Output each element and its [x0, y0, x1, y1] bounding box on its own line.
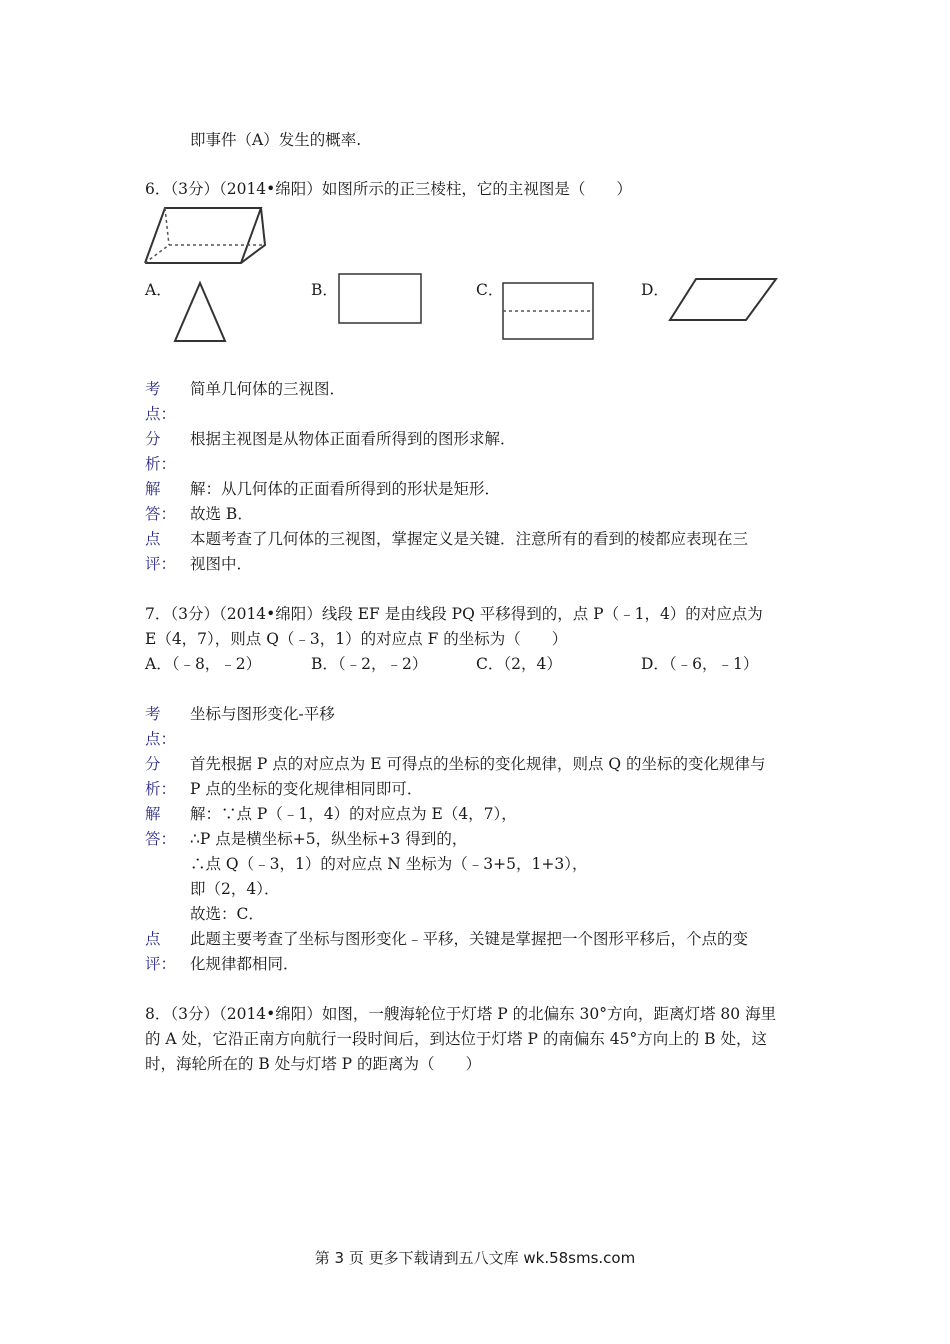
prism-figure [143, 205, 273, 267]
q7-option-d: D．（﹣6，﹣1） [641, 655, 759, 673]
intro-line: 即事件（A）发生的概率. [190, 131, 362, 149]
q7-jieda-line-4: 即（2，4）． [190, 880, 280, 898]
q6-kaodian-label-top: 考 [145, 380, 161, 398]
q6-fenxi-label-top: 分 [145, 430, 161, 448]
q7-dianping-line-2: 化规律都相同． [190, 955, 299, 973]
q7-dianping-label-bottom: 评： [145, 955, 177, 973]
q6-kaodian-label-bottom: 点： [145, 405, 177, 423]
q7-option-b: B．（﹣2，﹣2） [311, 655, 428, 673]
q6-kaodian-text: 简单几何体的三视图． [190, 380, 346, 398]
q7-stem-line-1: 7．（3分）（2014•绵阳）线段 EF 是由线段 PQ 平移得到的，点 P（﹣1，4）的对应点为 [145, 605, 763, 623]
q6-option-d-label: D． [641, 281, 669, 299]
q6-option-b-rectangle [338, 273, 422, 325]
q8-stem-line-2: 的 A 处，它沿正南方向航行一段时间后，到达位于灯塔 P 的南偏东 45°方向上的 B 处，这 [145, 1030, 767, 1048]
q6-jieda-label-bottom: 答： [145, 505, 177, 523]
q6-option-a-triangle [173, 281, 227, 343]
q7-stem-line-2: E（4，7），则点 Q（﹣3，1）的对应点 F 的坐标为（ ） [145, 630, 568, 648]
q7-kaodian-text: 坐标与图形变化-平移 [190, 705, 335, 723]
q7-dianping-line-1: 此题主要考查了坐标与图形变化﹣平移，关键是掌握把一个图形平移后，个点的变 [190, 930, 749, 948]
q7-jieda-line-1: 解：∵点 P（﹣1，4）的对应点为 E（4，7）， [190, 805, 517, 823]
q7-option-a: A．（﹣8，﹣2） [145, 655, 262, 673]
page-footer: 第 3 页 更多下载请到五八文库 wk.58sms.com [314, 1249, 636, 1267]
q6-stem: 6．（3分）（2014•绵阳）如图所示的正三棱柱，它的主视图是（ ） [145, 180, 632, 198]
q7-fenxi-line-2: P 点的坐标的变化规律相同即可． [190, 780, 423, 798]
q7-option-c: C．（2，4） [476, 655, 562, 673]
q8-stem-line-3: 时，海轮所在的 B 处与灯塔 P 的距离为（ ） [145, 1055, 482, 1073]
q7-jieda-line-5: 故选：C． [190, 905, 264, 923]
q6-option-d-parallelogram [668, 278, 778, 322]
q6-fenxi-label-bottom: 析： [145, 455, 177, 473]
q6-jieda-label-top: 解 [145, 480, 161, 498]
q7-jieda-label-bottom: 答： [145, 830, 177, 848]
q6-jieda-line-1: 解：从几何体的正面看所得到的形状是矩形． [190, 480, 501, 498]
q6-dianping-line-1: 本题考查了几何体的三视图，掌握定义是关键．注意所有的看到的棱都应表现在三 [190, 530, 749, 548]
q7-dianping-label-top: 点 [145, 930, 161, 948]
q8-stem-line-1: 8．（3分）（2014•绵阳）如图，一艘海轮位于灯塔 P 的北偏东 30°方向，距离灯塔 80 海里 [145, 1005, 777, 1023]
q6-dianping-line-2: 视图中． [190, 555, 253, 573]
q6-dianping-label-top: 点 [145, 530, 161, 548]
q6-dianping-label-bottom: 评： [145, 555, 177, 573]
q7-jieda-line-2: ∴P 点是横坐标+5，纵坐标+3 得到的， [190, 830, 468, 848]
q6-jieda-line-2: 故选 B． [190, 505, 253, 523]
q6-fenxi-text: 根据主视图是从物体正面看所得到的图形求解． [190, 430, 516, 448]
q7-fenxi-label-top: 分 [145, 755, 161, 773]
q6-option-a-label: A． [145, 281, 172, 299]
q7-jieda-line-3: ∴点 Q（﹣3，1）的对应点 N 坐标为（﹣3+5，1+3）， [190, 855, 588, 873]
q6-option-c-label: C． [476, 281, 504, 299]
q6-option-c-rectangle-dashed [502, 282, 594, 340]
q7-kaodian-label-top: 考 [145, 705, 161, 723]
q7-fenxi-label-bottom: 析： [145, 780, 177, 798]
q7-kaodian-label-bottom: 点： [145, 730, 177, 748]
q7-jieda-label-top: 解 [145, 805, 161, 823]
q6-option-b-label: B． [311, 281, 338, 299]
q7-fenxi-line-1: 首先根据 P 点的对应点为 E 可得点的坐标的变化规律，则点 Q 的坐标的变化规律与 [190, 755, 766, 773]
